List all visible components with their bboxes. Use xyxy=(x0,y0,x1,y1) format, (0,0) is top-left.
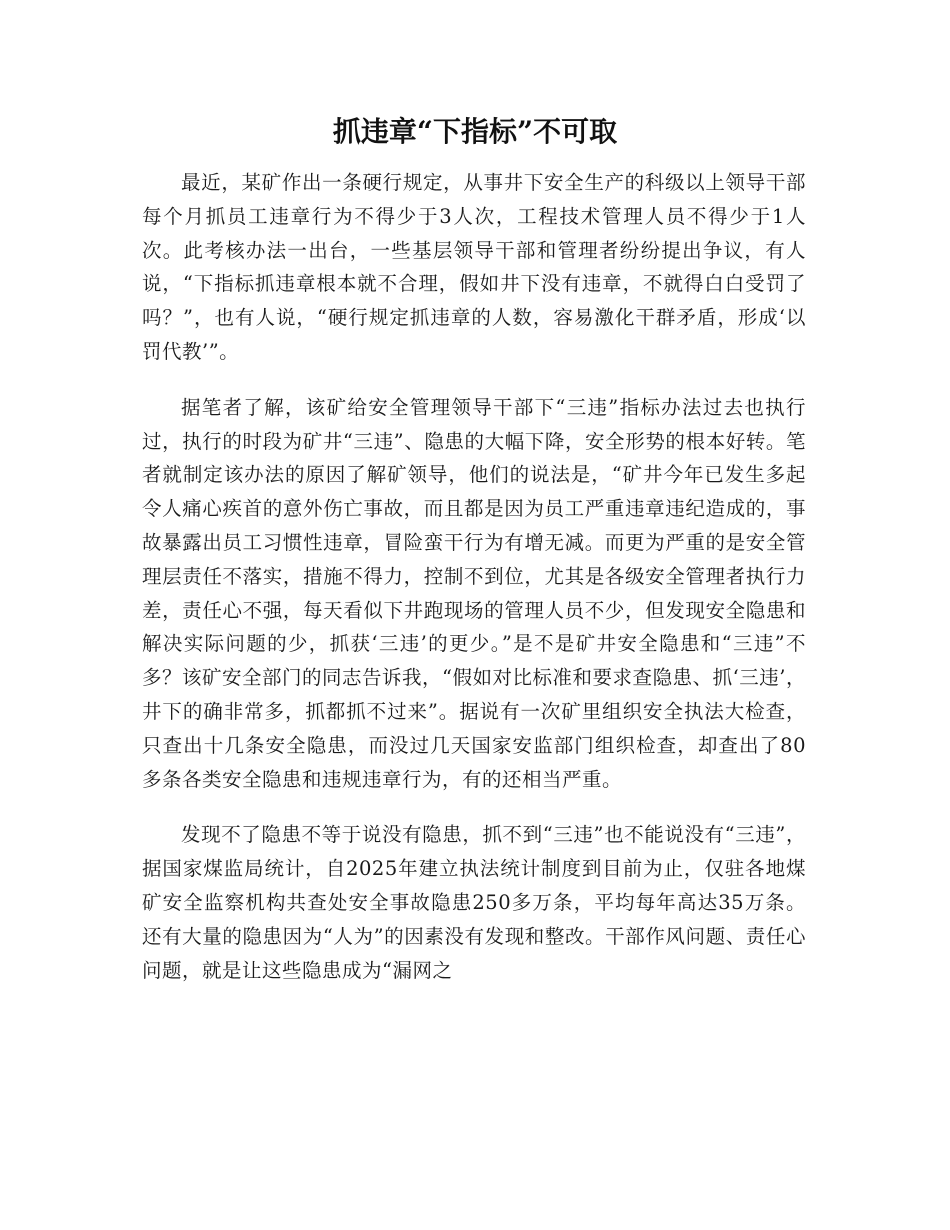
article-title: 抓违章“下指标”不可取 xyxy=(332,115,618,148)
paragraph-2: 据笔者了解，该矿给安全管理领导干部下“三违”指标办法过去也执行过，执行的时段为矿井“三违”、隐患的大幅下降，安全形势的根本好转。笔者就制定该办法的原因了解矿领导，他们的说法是，“矿井今年已发生多起令人痛心疾首的意外伤亡事故，而且都是因为员工严重违章违纪造成的，事故暴露出员工习惯性违章，冒险蛮干行为有增无减。而更为严重的是安全管理层责任不落实，措施不得力，控制不到位，尤其是各级安全管理者执行力差，责任心不强，每天看似下井跑现场的管理人员不少，但发现安全隐患和解决实际问题的少，抓获‘三违’的更少。”是不是矿井安全隐患和“三违”不多？该矿安全部门的同志告诉我，“假如对比标准和要求查隐患、抓‘三违’，井下的确非常多，抓都抓不过来”。据说有一次矿里组织安全执法大检查，只查出十几条安全隐患，而没过几天国家安监部门组织检查，却查出了80多条各类安全隐患和违规违章行为，有的还相当严重。 xyxy=(142,395,806,791)
paragraph-1: 最近，某矿作出一条硬行规定，从事井下安全生产的科级以上领导干部每个月抓员工违章行为不得少于3人次，工程技术管理人员不得少于1人次。此考核办法一出台，一些基层领导干部和管理者纷纷提出争议，有人说，“下指标抓违章根本就不合理，假如井下没有违章，不就得白白受罚了吗？”，也有人说，“硬行规定抓违章的人数，容易激化干群矛盾，形成‘以罚代教’”。 xyxy=(142,171,806,363)
article-body xyxy=(142,166,806,1009)
paragraph-3: 发现不了隐患不等于说没有隐患，抓不到“三违”也不能说没有“三违”，据国家煤监局统计，自2025年建立执法统计制度到目前为止，仅驻各地煤矿安全监察机构共查处安全事故隐患250多万条，平均每年高达35万条。还有大量的隐患因为“人为”的因素没有发现和整改。干部作风问题、责任心问题，就是让这些隐患成为“漏网之 xyxy=(142,823,806,982)
